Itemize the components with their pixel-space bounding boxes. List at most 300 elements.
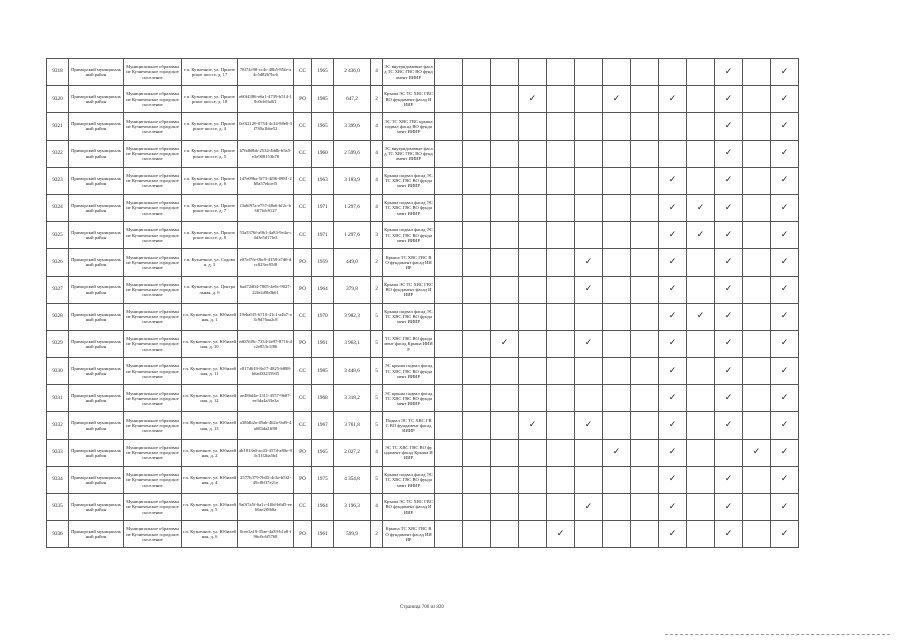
settlement-cell: Муниципальное образование Кузнеченское городское поселение	[124, 494, 182, 521]
wall-material-cell: СС	[294, 59, 312, 86]
wall-material-cell: РО	[294, 330, 312, 357]
floors-cell: 4	[371, 113, 383, 140]
work-type-cell	[715, 494, 743, 521]
work-type-cell	[491, 494, 519, 521]
work-type-cell	[519, 330, 547, 357]
wall-material-cell: СС	[294, 194, 312, 221]
work-type-cell	[743, 59, 771, 86]
row-id-cell: 9326	[47, 249, 69, 276]
work-type-cell	[463, 86, 491, 113]
settlement-cell: Муниципальное образование Кузнеченское городское поселение	[124, 113, 182, 140]
address-cell: г.п. Кузнечное, ул. Юбилейная, д. 6	[182, 521, 238, 548]
check-mark-icon: ✓	[724, 528, 733, 539]
row-id-cell: 9324	[47, 194, 69, 221]
floors-cell: 5	[371, 330, 383, 357]
work-type-cell	[687, 276, 715, 303]
work-type-cell	[547, 439, 575, 466]
work-type-cell	[631, 194, 659, 221]
work-type-cell	[687, 167, 715, 194]
check-mark-icon: ✓	[668, 93, 677, 104]
row-id-cell: 9333	[47, 439, 69, 466]
work-type-cell	[519, 86, 547, 113]
area-cell: 3 448,6	[334, 358, 371, 385]
check-mark-icon: ✓	[724, 365, 733, 376]
address-cell: г.п. Кузнечное, ул. Юбилейная, д. 11	[182, 358, 238, 385]
work-type-cell	[715, 222, 743, 249]
row-id-cell: 9328	[47, 303, 69, 330]
check-mark-icon: ✓	[724, 501, 733, 512]
check-mark-icon: ✓	[668, 501, 677, 512]
work-type-cell	[715, 521, 743, 548]
works-table	[46, 58, 799, 548]
work-type-cell	[771, 249, 799, 276]
works-list-cell: Крыша подвал фасад ЭС ТС ХВС ГВС ВО фундамент ИИИР	[383, 466, 435, 493]
work-type-cell	[659, 59, 687, 86]
work-type-cell	[435, 358, 463, 385]
settlement-cell: Муниципальное образование Кузнеченское городское поселение	[124, 222, 182, 249]
year-cell: 1964	[312, 276, 334, 303]
check-mark-icon: ✓	[780, 284, 789, 295]
works-list-cell: ЭС внутридомовые фасад ТС ХВС ГВС ВО фундамент ИИИР	[383, 140, 435, 167]
work-type-cell	[715, 167, 743, 194]
work-type-cell	[631, 86, 659, 113]
check-mark-icon: ✓	[780, 148, 789, 159]
work-type-cell	[743, 521, 771, 548]
work-type-cell	[687, 412, 715, 439]
check-mark-icon: ✓	[584, 284, 593, 295]
work-type-cell	[575, 385, 603, 412]
work-type-cell	[771, 439, 799, 466]
work-type-cell	[463, 113, 491, 140]
work-type-cell	[575, 249, 603, 276]
work-type-cell	[771, 494, 799, 521]
work-type-cell	[547, 412, 575, 439]
work-type-cell	[463, 412, 491, 439]
settlement-cell: Муниципальное образование Кузнеченское городское поселение	[124, 521, 182, 548]
work-type-cell	[603, 466, 631, 493]
work-type-cell	[771, 222, 799, 249]
work-type-cell	[715, 303, 743, 330]
floors-cell: 4	[371, 140, 383, 167]
work-type-cell	[743, 276, 771, 303]
work-type-cell	[491, 167, 519, 194]
row-id-cell: 9334	[47, 466, 69, 493]
work-type-cell	[659, 222, 687, 249]
work-type-cell	[687, 113, 715, 140]
work-type-cell	[715, 140, 743, 167]
work-type-cell	[547, 358, 575, 385]
floors-cell: 4	[371, 59, 383, 86]
building-code-cell: e07ef7fe-0bc9-4158-a7d6-dcc023ec95f8	[238, 249, 294, 276]
check-mark-icon: ✓	[724, 229, 733, 240]
table-row	[47, 276, 799, 303]
work-type-cell	[491, 276, 519, 303]
address-cell: г.п. Кузнечное, ул. Приозерское шоссе, д. 18	[182, 86, 238, 113]
district-cell: Приморский муниципальный район	[69, 358, 124, 385]
row-id-cell: 9320	[47, 86, 69, 113]
work-type-cell	[603, 194, 631, 221]
work-type-cell	[659, 521, 687, 548]
wall-material-cell: СС	[294, 303, 312, 330]
work-type-cell	[631, 222, 659, 249]
building-code-cell: 53a5376f-a9b1-4a83-9e4a-c4d3e5d17fe3	[238, 222, 294, 249]
work-type-cell	[715, 466, 743, 493]
table-row	[47, 222, 799, 249]
check-mark-icon: ✓	[584, 256, 593, 267]
area-cell: 3 399,6	[334, 113, 371, 140]
work-type-cell	[435, 59, 463, 86]
check-mark-icon: ✓	[668, 474, 677, 485]
work-type-cell	[575, 521, 603, 548]
work-type-cell	[743, 113, 771, 140]
year-cell: 1985	[312, 358, 334, 385]
table-row	[47, 86, 799, 113]
work-type-cell	[659, 330, 687, 357]
check-mark-icon: ✓	[668, 365, 677, 376]
work-type-cell	[771, 521, 799, 548]
work-type-cell	[463, 276, 491, 303]
district-cell: Приморский муниципальный район	[69, 466, 124, 493]
work-type-cell	[771, 113, 799, 140]
work-type-cell	[687, 86, 715, 113]
works-list-cell: ТС ХВС ГВС ВО фундамент фасад Крыша ИИИР	[383, 330, 435, 357]
area-cell: 3 318,2	[334, 385, 371, 412]
work-type-cell	[603, 113, 631, 140]
wall-material-cell: РО	[294, 466, 312, 493]
check-mark-icon: ✓	[724, 338, 733, 349]
check-mark-icon: ✓	[780, 420, 789, 431]
floors-cell: 4	[371, 194, 383, 221]
work-type-cell	[547, 86, 575, 113]
work-type-cell	[715, 385, 743, 412]
check-mark-icon: ✓	[724, 120, 733, 131]
building-code-cell: 1d7e09ba-5f73-4f96-8981-2b8a57ebcef5	[238, 167, 294, 194]
work-type-cell	[659, 303, 687, 330]
floors-cell: 5	[371, 303, 383, 330]
table-row	[47, 412, 799, 439]
work-type-cell	[631, 358, 659, 385]
work-type-cell	[743, 249, 771, 276]
check-mark-icon: ✓	[724, 175, 733, 186]
district-cell: Приморский муниципальный район	[69, 113, 124, 140]
settlement-cell: Муниципальное образование Кузнеченское городское поселение	[124, 249, 182, 276]
work-type-cell	[687, 303, 715, 330]
work-type-cell	[519, 222, 547, 249]
work-type-cell	[631, 466, 659, 493]
work-type-cell	[771, 59, 799, 86]
work-type-cell	[771, 86, 799, 113]
work-type-cell	[715, 249, 743, 276]
work-type-cell	[715, 439, 743, 466]
work-type-cell	[603, 140, 631, 167]
work-type-cell	[771, 330, 799, 357]
work-type-cell	[575, 59, 603, 86]
works-list-cell: ЭС ТС ХВС ГВС ВО фундамент фасад Крыша ИИИР	[383, 439, 435, 466]
table-row	[47, 466, 799, 493]
area-cell: 3 183,9	[334, 167, 371, 194]
check-mark-icon: ✓	[724, 202, 733, 213]
building-code-cell: ed07fd9c-7334-4e97-8716-dc2e853c1f86	[238, 330, 294, 357]
works-list-cell: Крыша ЭС ТС ХВС ГВС ВО фундамент фасад ИИИР	[383, 86, 435, 113]
area-cell: 599,9	[334, 521, 371, 548]
work-type-cell	[771, 140, 799, 167]
year-cell: 1975	[312, 466, 334, 493]
row-id-cell: 9335	[47, 494, 69, 521]
work-type-cell	[631, 303, 659, 330]
work-type-cell	[687, 330, 715, 357]
work-type-cell	[491, 412, 519, 439]
work-type-cell	[771, 358, 799, 385]
district-cell: Приморский муниципальный район	[69, 59, 124, 86]
table-row	[47, 303, 799, 330]
wall-material-cell: СС	[294, 167, 312, 194]
work-type-cell	[547, 385, 575, 412]
check-mark-icon: ✓	[724, 420, 733, 431]
work-type-cell	[519, 385, 547, 412]
check-mark-icon: ✓	[724, 284, 733, 295]
work-type-cell	[575, 466, 603, 493]
work-type-cell	[547, 466, 575, 493]
floors-cell: 5	[371, 412, 383, 439]
work-type-cell	[435, 439, 463, 466]
check-mark-icon: ✓	[556, 528, 565, 539]
building-code-cell: 6ad72d04-7805-4e6c-9027-22fe2d9b0b61	[238, 276, 294, 303]
work-type-cell	[547, 59, 575, 86]
work-type-cell	[519, 439, 547, 466]
table-body	[47, 59, 799, 548]
year-cell: 1959	[312, 249, 334, 276]
check-mark-icon: ✓	[780, 338, 789, 349]
floors-cell: 4	[371, 439, 383, 466]
wall-material-cell: СС	[294, 113, 312, 140]
year-cell: 1971	[312, 194, 334, 221]
work-type-cell	[491, 439, 519, 466]
address-cell: г.п. Кузнечное, ул. Юбилейная, д. 4	[182, 466, 238, 493]
work-type-cell	[715, 59, 743, 86]
work-type-cell	[771, 385, 799, 412]
work-type-cell	[547, 194, 575, 221]
work-type-cell	[603, 521, 631, 548]
work-type-cell	[575, 222, 603, 249]
work-type-cell	[743, 358, 771, 385]
works-list-cell: ЭС внутридомовые фасад ТС ХВС ГВС ВО фундамент ИИИР	[383, 59, 435, 86]
check-mark-icon: ✓	[584, 338, 593, 349]
area-cell: 379,8	[334, 276, 371, 303]
work-type-cell	[491, 521, 519, 548]
check-mark-icon: ✓	[668, 256, 677, 267]
wall-material-cell: РО	[294, 86, 312, 113]
work-type-cell	[463, 222, 491, 249]
work-type-cell	[631, 276, 659, 303]
table-row	[47, 113, 799, 140]
work-type-cell	[631, 494, 659, 521]
work-type-cell	[771, 167, 799, 194]
area-cell: 3 963,1	[334, 330, 371, 357]
works-list-cell: Крыша подвал фасад ЭС ТС ХВС ГВС ВО фундамент ИИИР	[383, 303, 435, 330]
work-type-cell	[491, 59, 519, 86]
wall-material-cell: СС	[294, 494, 312, 521]
work-type-cell	[547, 249, 575, 276]
check-mark-icon: ✓	[668, 392, 677, 403]
address-cell: г.п. Кузнечное, ул. Садовая, д. 3	[182, 249, 238, 276]
work-type-cell	[435, 167, 463, 194]
work-type-cell	[743, 86, 771, 113]
work-type-cell	[435, 113, 463, 140]
building-code-cell: ae486d4e-1311-4557-9b87-ee3da4a33e3a	[238, 385, 294, 412]
work-type-cell	[743, 385, 771, 412]
work-type-cell	[659, 276, 687, 303]
work-type-cell	[519, 466, 547, 493]
work-type-cell	[491, 86, 519, 113]
address-cell: г.п. Кузнечное, ул. Приозерское шоссе, д. 5	[182, 140, 238, 167]
check-mark-icon: ✓	[724, 474, 733, 485]
work-type-cell	[659, 194, 687, 221]
floors-cell: 2	[371, 249, 383, 276]
address-cell: г.п. Кузнечное, ул. Приозерское шоссе, д. 17	[182, 59, 238, 86]
check-mark-icon: ✓	[780, 66, 789, 77]
wall-material-cell: РО	[294, 521, 312, 548]
work-type-cell	[491, 113, 519, 140]
work-type-cell	[715, 86, 743, 113]
work-type-cell	[743, 330, 771, 357]
work-type-cell	[491, 385, 519, 412]
year-cell: 1961	[312, 521, 334, 548]
work-type-cell	[435, 521, 463, 548]
work-type-cell	[547, 113, 575, 140]
building-code-cell: f3a6f97a-e757-48a6-bf2c-b3ff7fdc9127	[238, 194, 294, 221]
work-type-cell	[687, 385, 715, 412]
district-cell: Приморский муниципальный район	[69, 167, 124, 194]
work-type-cell	[715, 330, 743, 357]
work-type-cell	[631, 249, 659, 276]
work-type-cell	[687, 466, 715, 493]
wall-material-cell: РО	[294, 249, 312, 276]
check-mark-icon: ✓	[780, 365, 789, 376]
work-type-cell	[743, 494, 771, 521]
year-cell: 1964	[312, 494, 334, 521]
work-type-cell	[659, 439, 687, 466]
works-list-cell: Крыша подвал фасад ЭС ТС ХВС ГВС ВО фундамент ИИИР	[383, 167, 435, 194]
work-type-cell	[547, 494, 575, 521]
address-cell: г.п. Кузнечное, ул. Юбилейная, д. 10	[182, 330, 238, 357]
table-row	[47, 140, 799, 167]
settlement-cell: Муниципальное образование Кузнеченское городское поселение	[124, 59, 182, 86]
floors-cell: 2	[371, 86, 383, 113]
check-mark-icon: ✓	[780, 447, 789, 458]
work-type-cell	[659, 358, 687, 385]
table-row	[47, 358, 799, 385]
floors-cell: 4	[371, 167, 383, 194]
district-cell: Приморский муниципальный район	[69, 222, 124, 249]
work-type-cell	[603, 222, 631, 249]
district-cell: Приморский муниципальный район	[69, 86, 124, 113]
year-cell: 1971	[312, 222, 334, 249]
wall-material-cell: СС	[294, 412, 312, 439]
row-id-cell: 9323	[47, 167, 69, 194]
work-type-cell	[631, 412, 659, 439]
work-type-cell	[631, 113, 659, 140]
row-id-cell: 9321	[47, 113, 69, 140]
work-type-cell	[519, 194, 547, 221]
building-code-cell: 78f74c98-cc4c-48b5-85fe-a4c5d82b7bc6	[238, 59, 294, 86]
district-cell: Приморский муниципальный район	[69, 412, 124, 439]
floors-cell: 3	[371, 222, 383, 249]
work-type-cell	[631, 330, 659, 357]
address-cell: г.п. Кузнечное, ул. Юбилейная, д. 2	[182, 439, 238, 466]
address-cell: г.п. Кузнечное, ул. Приозерское шоссе, д. 8	[182, 222, 238, 249]
floors-cell: 2	[371, 521, 383, 548]
work-type-cell	[631, 439, 659, 466]
check-mark-icon: ✓	[724, 93, 733, 104]
work-type-cell	[435, 385, 463, 412]
work-type-cell	[519, 303, 547, 330]
settlement-cell: Муниципальное образование Кузнеченское городское поселение	[124, 439, 182, 466]
check-mark-icon: ✓	[668, 202, 677, 213]
check-mark-icon: ✓	[780, 229, 789, 240]
work-type-cell	[659, 494, 687, 521]
table-row	[47, 249, 799, 276]
year-cell: 1965	[312, 59, 334, 86]
check-mark-icon: ✓	[584, 501, 593, 512]
wall-material-cell: СС	[294, 140, 312, 167]
work-type-cell	[687, 59, 715, 86]
work-type-cell	[687, 222, 715, 249]
row-id-cell: 9332	[47, 412, 69, 439]
work-type-cell	[603, 439, 631, 466]
work-type-cell	[435, 412, 463, 439]
work-type-cell	[491, 330, 519, 357]
check-mark-icon: ✓	[528, 93, 537, 104]
work-type-cell	[519, 59, 547, 86]
check-mark-icon: ✓	[724, 311, 733, 322]
address-cell: г.п. Кузнечное, ул. Юбилейная, д. 12	[182, 385, 238, 412]
floors-cell: 5	[371, 466, 383, 493]
work-type-cell	[659, 385, 687, 412]
floors-cell: 2	[371, 276, 383, 303]
work-type-cell	[575, 358, 603, 385]
wall-material-cell: СС	[294, 222, 312, 249]
wall-material-cell: РО	[294, 439, 312, 466]
building-code-cell: 19eba5f5-6710-41c1-a4b7-a3c9d76aa2c8	[238, 303, 294, 330]
work-type-cell	[463, 303, 491, 330]
work-type-cell	[463, 249, 491, 276]
table-row	[47, 330, 799, 357]
check-mark-icon: ✓	[780, 474, 789, 485]
check-mark-icon: ✓	[780, 120, 789, 131]
work-type-cell	[435, 194, 463, 221]
work-type-cell	[463, 330, 491, 357]
work-type-cell	[519, 113, 547, 140]
work-type-cell	[743, 303, 771, 330]
address-cell: г.п. Кузнечное, ул. Юбилейная, д. 1	[182, 303, 238, 330]
settlement-cell: Муниципальное образование Кузнеченское городское поселение	[124, 385, 182, 412]
works-list-cell: Крыша ЭС ТС ХВС ГВС ВО фундамент фасад ИИИР	[383, 276, 435, 303]
settlement-cell: Муниципальное образование Кузнеченское городское поселение	[124, 194, 182, 221]
work-type-cell	[743, 412, 771, 439]
building-code-cell: 9a0f7a5f-6a1c-4f0d-b6d5-ee60ae2f868a	[238, 494, 294, 521]
check-mark-icon: ✓	[668, 284, 677, 295]
work-type-cell	[715, 113, 743, 140]
row-id-cell: 9318	[47, 59, 69, 86]
address-cell: г.п. Кузнечное, ул. Юбилейная, д. 5	[182, 494, 238, 521]
work-type-cell	[659, 466, 687, 493]
table-row	[47, 167, 799, 194]
work-type-cell	[575, 113, 603, 140]
table-row	[47, 494, 799, 521]
work-type-cell	[463, 521, 491, 548]
work-type-cell	[435, 249, 463, 276]
work-type-cell	[491, 358, 519, 385]
